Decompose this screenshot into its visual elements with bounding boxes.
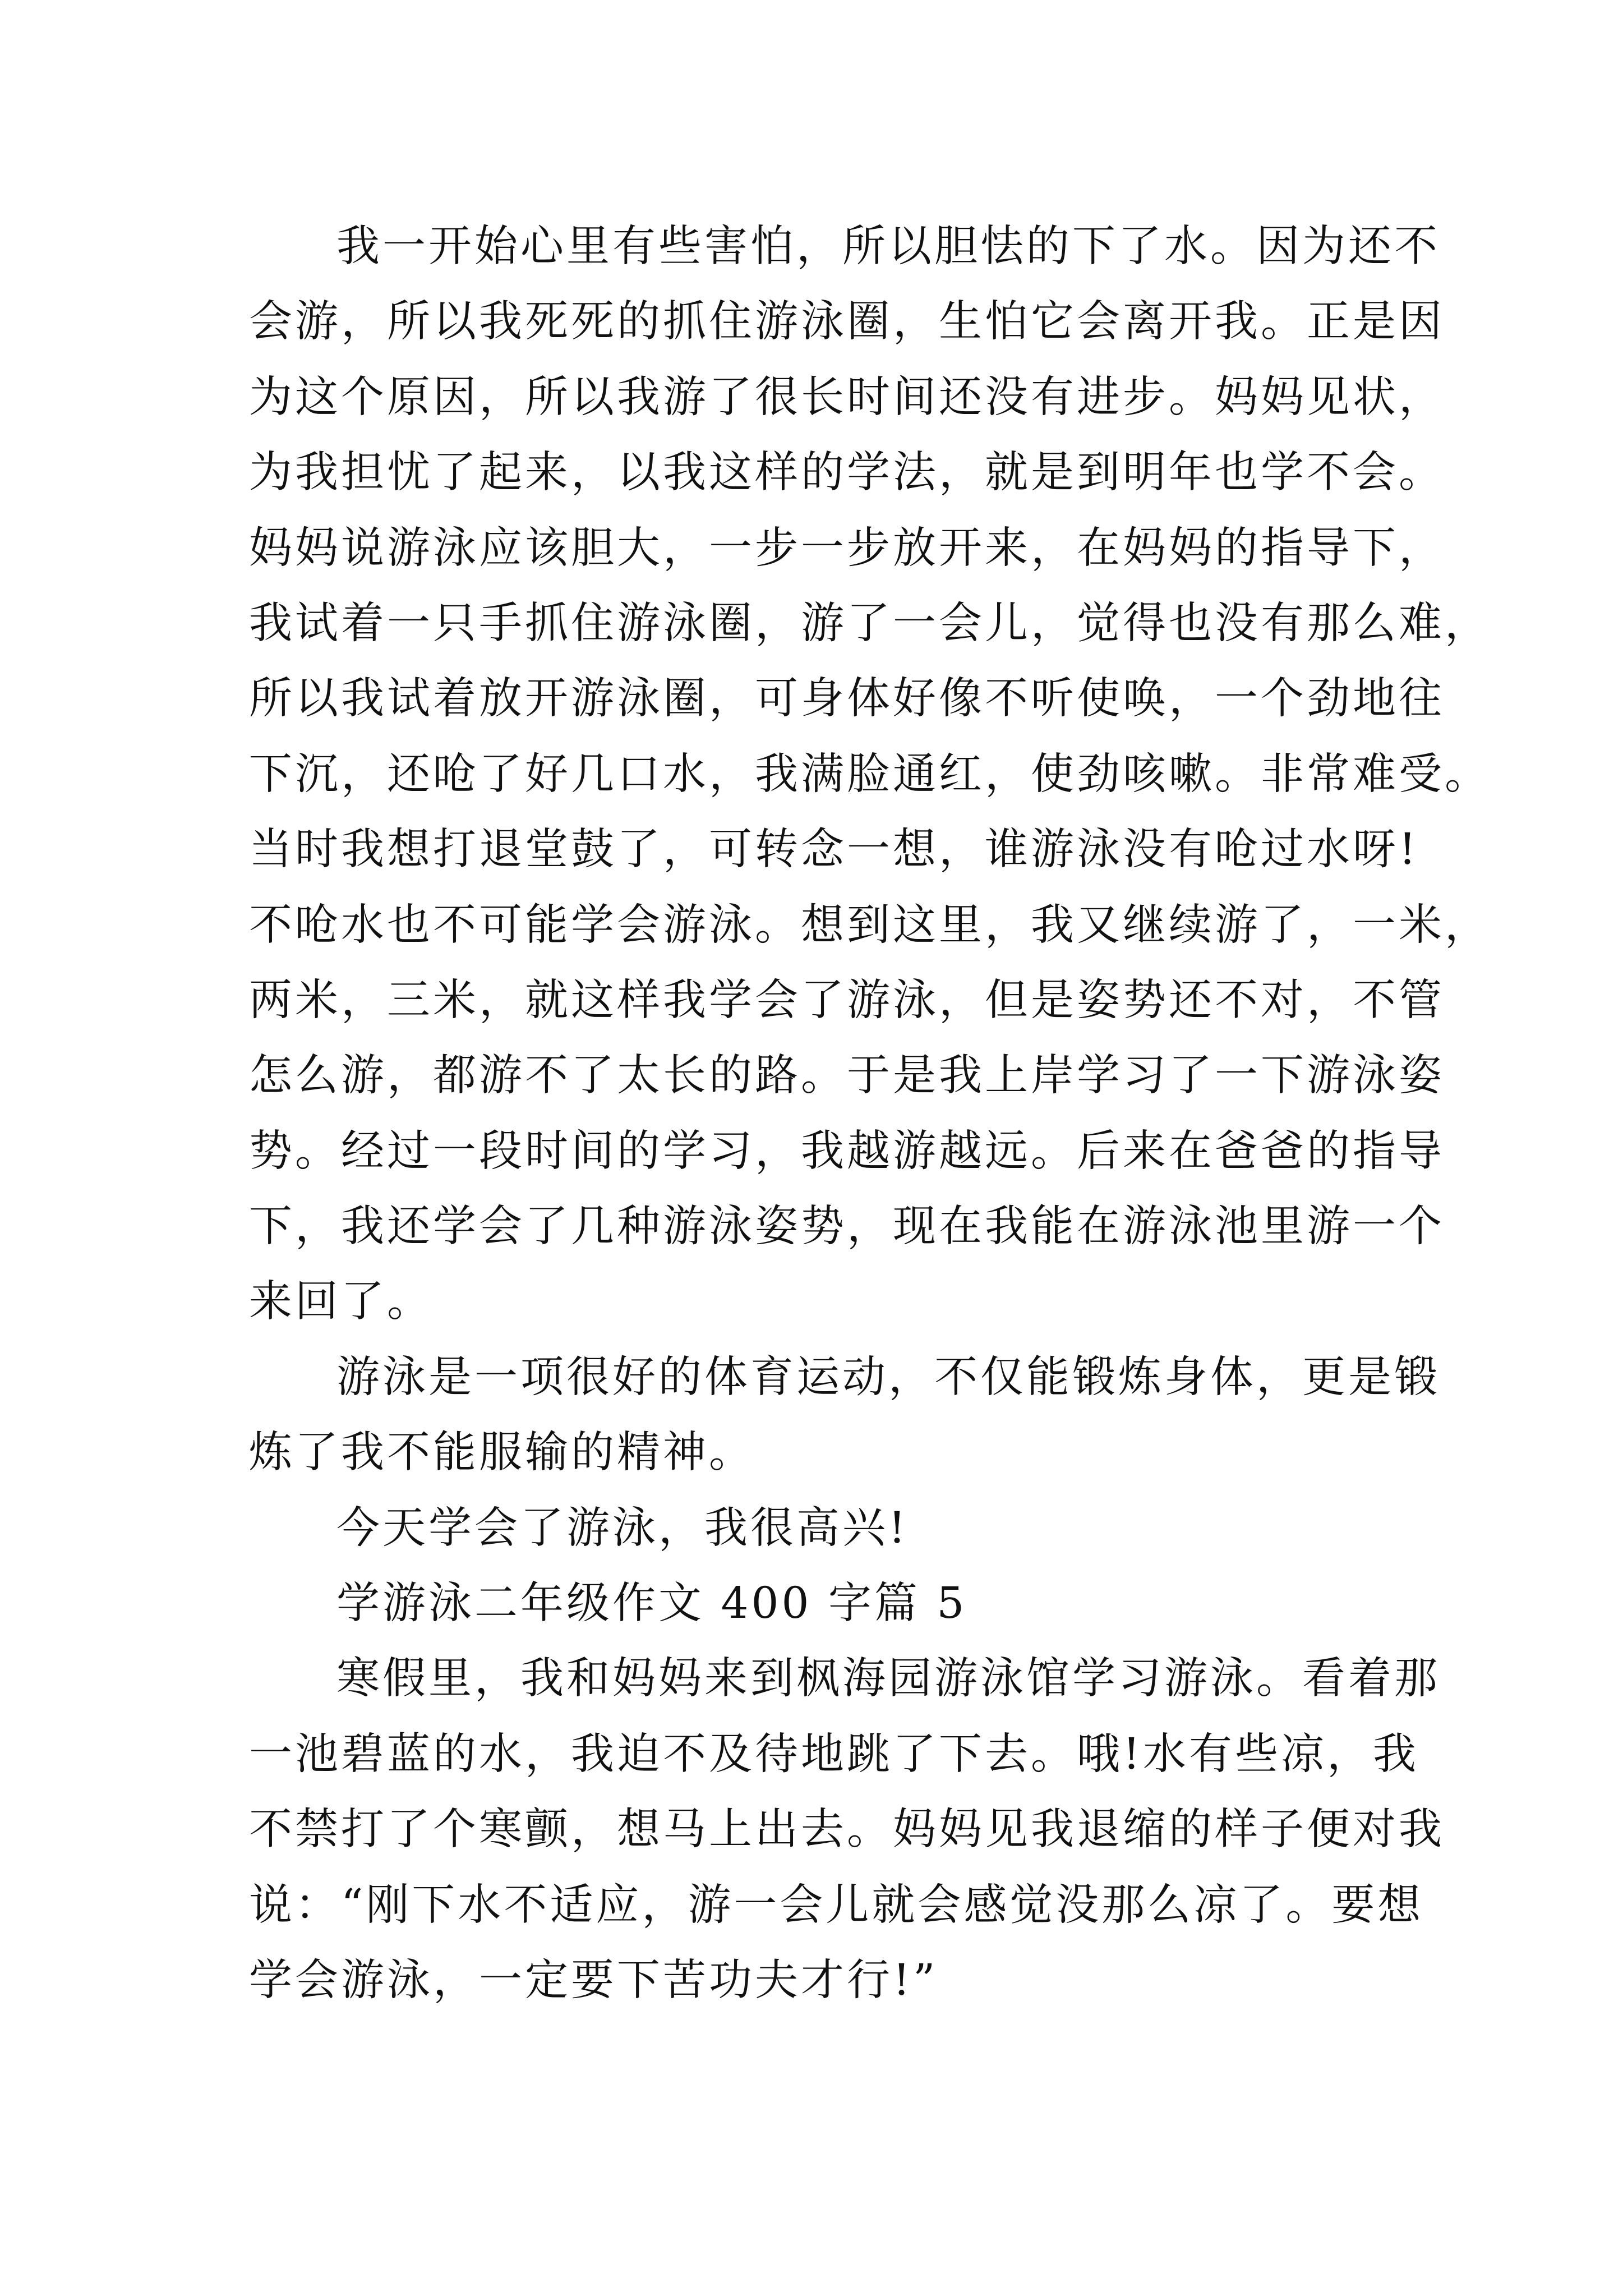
text-line: 当时我想打退堂鼓了，可转念一想，谁游泳没有呛过水呀! (249, 825, 1419, 875)
section-heading (249, 1566, 1382, 1641)
paragraph (249, 209, 1491, 1340)
text-line: 一池碧蓝的水，我迫不及待地跳了下去。哦!水有些凉，我 (249, 1729, 1419, 1779)
text-line: 来回了。 (249, 1277, 433, 1327)
text-line: 势。经过一段时间的学习，我越游越远。后来在爸爸的指导 (249, 1126, 1445, 1176)
text-line: 下，我还学会了几种游泳姿势，现在我能在游泳池里游一个 (249, 1202, 1445, 1252)
text-line: 两米，三米，就这样我学会了游泳，但是姿势还不对，不管 (249, 975, 1445, 1025)
text-line: 为这个原因，所以我游了很长时间还没有进步。妈妈见状， (249, 372, 1445, 422)
paragraph (249, 1641, 1445, 2018)
text-line: 妈妈说游泳应该胆大，一步一步放开来，在妈妈的指导下， (249, 523, 1445, 573)
text-line: 会游，所以我死死的抓住游泳圈，生怕它会离开我。正是因 (249, 297, 1445, 347)
text-line: 今天学会了游泳，我很高兴! (336, 1503, 909, 1553)
text-line: 我一开始心里有些害怕，所以胆怯的下了水。因为还不 (336, 222, 1440, 272)
heading-line: 学游泳二年级作文 400 字篇 5 (336, 1579, 967, 1629)
text-line: 怎么游，都游不了太长的路。于是我上岸学习了一下游泳姿 (249, 1051, 1445, 1101)
paragraph (249, 1491, 1382, 1566)
text-line: 不呛水也不可能学会游泳。想到这里，我又继续游了，一米， (249, 900, 1491, 950)
text-line: 说：“刚下水不适应，游一会儿就会感觉没那么凉了。要想 (249, 1880, 1424, 1930)
text-line: 炼了我不能服输的精神。 (249, 1428, 755, 1478)
text-line: 下沉，还呛了好几口水，我满脸通红，使劲咳嗽。非常难受。 (249, 749, 1491, 799)
text-line: 寒假里，我和妈妈来到枫海园游泳馆学习游泳。看着那 (336, 1654, 1440, 1704)
text-line: 我试着一只手抓住游泳圈，游了一会儿，觉得也没有那么难， (249, 598, 1491, 648)
text-line: 不禁打了个寒颤，想马上出去。妈妈见我退缩的样子便对我 (249, 1805, 1445, 1855)
text-line: 为我担忧了起来，以我这样的学法，就是到明年也学不会。 (249, 448, 1445, 498)
text-line: 游泳是一项很好的体育运动，不仅能锻炼身体，更是锻 (336, 1352, 1440, 1402)
text-line: 学会游泳，一定要下苦功夫才行!” (249, 1955, 938, 2005)
text-line: 所以我试着放开游泳圈，可身体好像不听使唤，一个劲地往 (249, 674, 1445, 724)
document-body (249, 209, 1491, 2018)
paragraph (249, 1340, 1440, 1491)
